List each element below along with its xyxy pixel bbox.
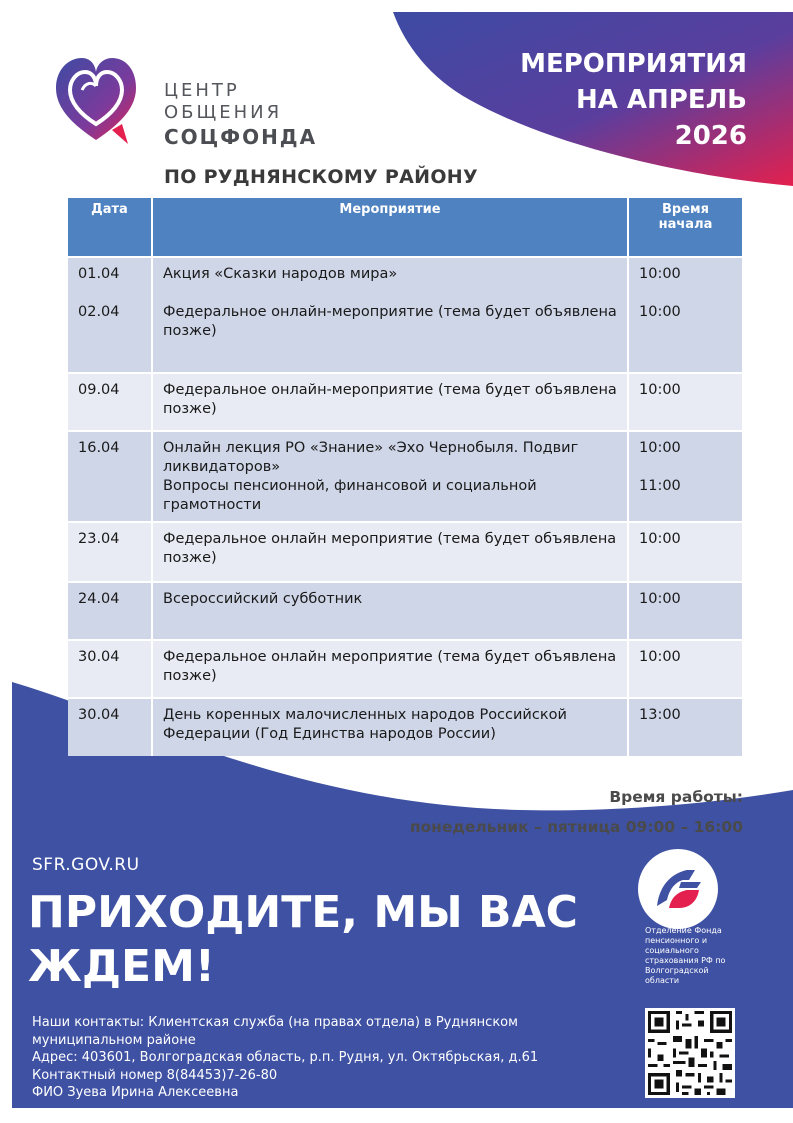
cell-date: 30.04 bbox=[68, 698, 152, 756]
cell-event: День коренных малочисленных народов Российской Федерации (Год Единства народов России) bbox=[152, 698, 628, 756]
cell-date: 09.04 bbox=[68, 373, 152, 431]
brand-line-1: ЦЕНТР bbox=[164, 80, 240, 101]
cell-time: 10:00 bbox=[628, 522, 742, 582]
table-header-row bbox=[68, 198, 742, 257]
contacts-phone[interactable]: Контактный номер 8(84453)7-26-80 bbox=[32, 1067, 278, 1083]
work-hours-label: Время работы: bbox=[609, 788, 743, 806]
cell-time: 13:00 bbox=[628, 698, 742, 756]
sfr-org-name: Отделение Фонда пенсионного и социального страхования РФ по Волгоградской области bbox=[645, 926, 726, 985]
sfr-logo-icon bbox=[637, 848, 719, 930]
site-link[interactable]: SFR.GOV.RU bbox=[32, 855, 140, 875]
contacts-address: Адрес: 403601, Волгоградская область, р.п. Рудня, ул. Октябрьская, д.61 bbox=[32, 1050, 539, 1065]
table-row bbox=[68, 522, 742, 582]
work-hours-value: понедельник – пятница 09:00 – 16:00 bbox=[409, 818, 743, 836]
cell-event: Онлайн лекция РО «Знание» «Эхо Чернобыля. Подвиг ликвидаторов» Вопросы пенсионной, финансовой и социальной грамотности bbox=[152, 431, 628, 522]
cell-date: 24.04 bbox=[68, 582, 152, 640]
header-event: Мероприятие bbox=[152, 198, 628, 257]
table-row bbox=[68, 582, 742, 640]
cell-date: 01.04 02.04 bbox=[68, 257, 152, 373]
header-time: Время начала bbox=[628, 198, 742, 257]
title-line-1: МЕРОПРИЯТИЯ bbox=[520, 49, 747, 79]
table-row bbox=[68, 373, 742, 431]
brand-line-2: ОБЩЕНИЯ bbox=[164, 102, 283, 123]
table-row bbox=[68, 640, 742, 698]
cell-time: 10:00 bbox=[628, 373, 742, 431]
cell-time: 10:00 bbox=[628, 640, 742, 698]
contacts-line-1: Наши контакты: Клиентская служба (на правах отдела) в Руднянском муниципальном районе bbox=[32, 1015, 518, 1048]
cell-date: 16.04 bbox=[68, 431, 152, 522]
work-hours bbox=[410, 782, 743, 842]
cell-event: Федеральное онлайн мероприятие (тема будет объявлена позже) bbox=[152, 640, 628, 698]
contacts-person: ФИО Зуева Ирина Алексеевна bbox=[32, 1085, 239, 1100]
heart-speech-logo-icon bbox=[52, 52, 140, 148]
cell-time: 10:00 10:00 bbox=[628, 257, 742, 373]
qr-code-icon bbox=[645, 1008, 735, 1098]
schedule-table bbox=[68, 198, 742, 756]
title-line-3: 2026 bbox=[674, 121, 747, 151]
cell-time: 10:00 11:00 bbox=[628, 431, 742, 522]
table-row bbox=[68, 257, 742, 373]
slogan-line-2: ЖДЕМ! bbox=[28, 941, 215, 992]
header-date: Дата bbox=[68, 198, 152, 257]
contacts-block bbox=[32, 1014, 592, 1102]
cell-date: 30.04 bbox=[68, 640, 152, 698]
page-title bbox=[447, 46, 747, 154]
cell-event: Федеральное онлайн мероприятие (тема будет объявлена позже) bbox=[152, 522, 628, 582]
slogan bbox=[28, 886, 628, 994]
brand-line-3: СОЦФОНДА bbox=[164, 125, 318, 149]
brand-name bbox=[164, 80, 317, 150]
table-row bbox=[68, 698, 742, 756]
cell-event: Федеральное онлайн-мероприятие (тема будет объявлена позже) bbox=[152, 373, 628, 431]
cell-event: Всероссийский субботник bbox=[152, 582, 628, 640]
table-row bbox=[68, 431, 742, 522]
cell-time: 10:00 bbox=[628, 582, 742, 640]
title-line-2: НА АПРЕЛЬ bbox=[575, 85, 747, 115]
cell-date: 23.04 bbox=[68, 522, 152, 582]
cell-event: Акция «Сказки народов мира» Федеральное онлайн-мероприятие (тема будет объявлена позже) bbox=[152, 257, 628, 373]
district-title: ПО РУДНЯНСКОМУ РАЙОНУ bbox=[164, 166, 478, 188]
slogan-line-1: ПРИХОДИТЕ, МЫ ВАС bbox=[28, 887, 578, 938]
